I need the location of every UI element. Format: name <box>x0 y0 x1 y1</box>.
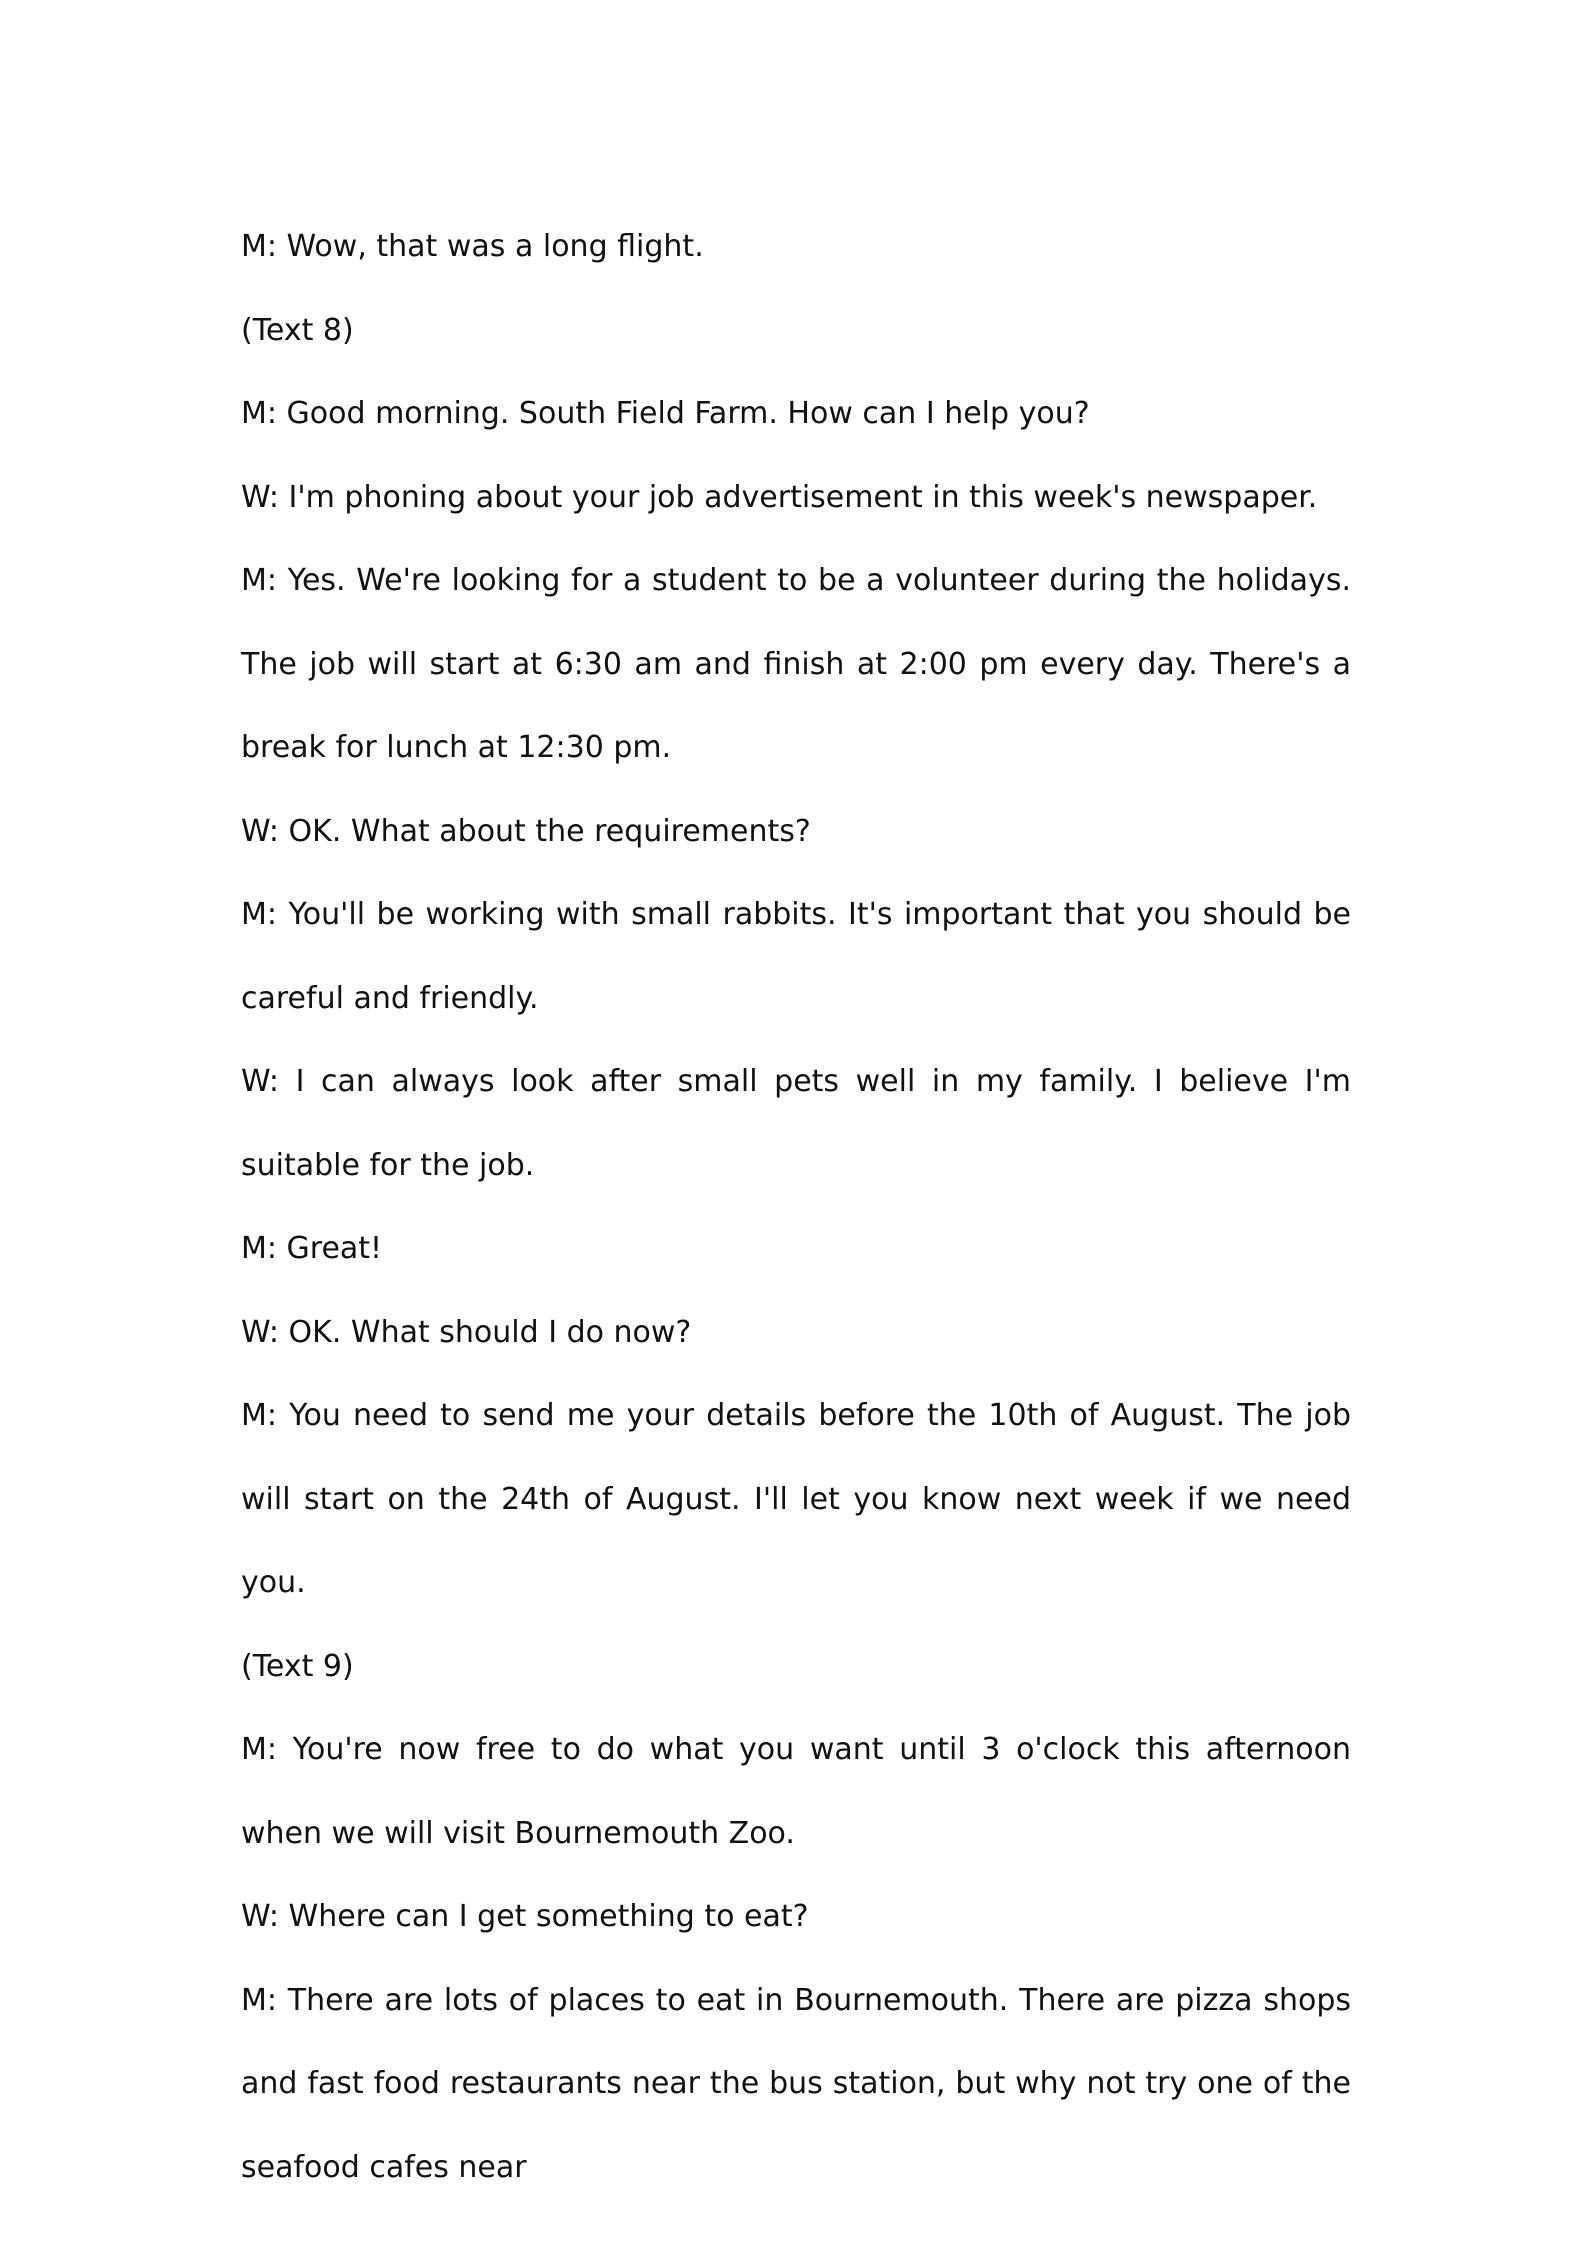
section-heading: (Text 9) <box>241 1648 354 1684</box>
dialogue-line: W: Where can I get something to eat? <box>241 1899 809 1934</box>
dialogue-line: M: Wow, that was a long flight. <box>241 229 704 264</box>
dialogue-line: W: I can always look after small pets well in my family. I believe I'm suitable for the job. <box>241 1064 1351 1183</box>
dialogue-line: M: Yes. We're looking for a student to be a volunteer during the holidays. The job will start at 6:30 am and finish at 2:00 pm every day. There's a break for lunch at 12:30 pm. <box>241 563 1351 765</box>
dialogue-line: M: You're now free to do what you want until 3 o'clock this afternoon when we will visit Bournemouth Zoo. <box>241 1732 1351 1851</box>
dialogue-line: W: I'm phoning about your job advertisement in this week's newspaper. <box>241 479 1318 515</box>
dialogue-line: M: Great! <box>241 1231 383 1266</box>
dialogue-line: M: You'll be working with small rabbits. It's important that you should be careful and friendly. <box>241 897 1351 1016</box>
dialogue-line: M: Good morning. South Field Farm. How can I help you? <box>241 396 1090 431</box>
dialogue-line: W: OK. What about the requirements? <box>241 813 811 849</box>
document-page <box>241 205 1351 2209</box>
section-heading: (Text 8) <box>241 312 354 348</box>
dialogue-line: W: OK. What should I do now? <box>241 1314 692 1350</box>
dialogue-line: M: You need to send me your details before the 10th of August. The job will start on the 24th of August. I'll let you know next week if we need you. <box>241 1398 1351 1600</box>
dialogue-line: M: There are lots of places to eat in Bournemouth. There are pizza shops and fast food restaurants near the bus station, but why not try one of the seafood cafes near <box>241 1982 1351 2185</box>
